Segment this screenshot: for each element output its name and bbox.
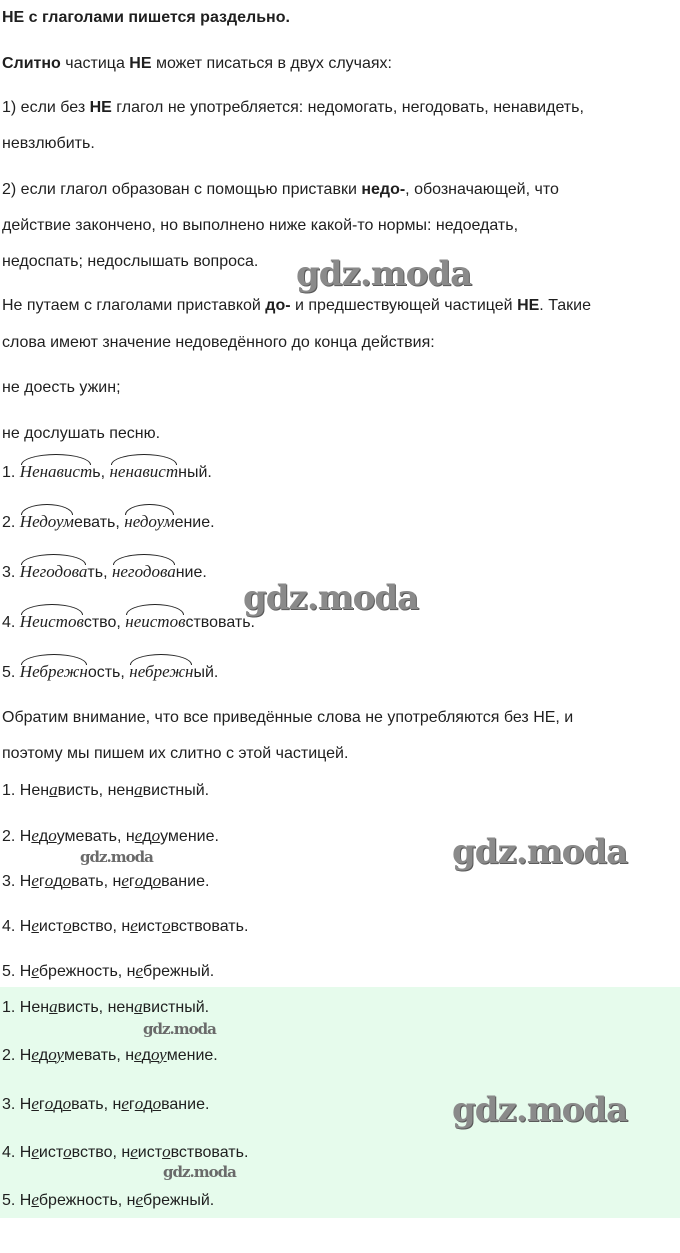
- stressed-vowel: о: [48, 826, 57, 845]
- morph-root: Недоум: [19, 512, 74, 531]
- word-text: 1. Нен: [2, 782, 50, 799]
- word-text: д: [53, 1096, 63, 1113]
- morph-separator: ,: [103, 564, 112, 581]
- case2-line3: недоспать; недослышать вопроса.: [2, 253, 259, 270]
- stressed-vowel: о: [151, 826, 161, 845]
- stressed-vowel: е: [134, 826, 143, 845]
- stressed-vowel: е: [121, 871, 129, 890]
- word-text: вство, н: [71, 1144, 131, 1161]
- word-text: 4. Н: [2, 918, 32, 935]
- watermark: gdz.moda: [143, 1020, 216, 1038]
- morph-line: [2, 612, 255, 633]
- stressed-vowel: у: [56, 1045, 64, 1064]
- morph-separator: ,: [116, 614, 126, 631]
- stressed-vowel: е: [130, 1142, 138, 1161]
- word-text: ист: [137, 1144, 163, 1161]
- answer-line: [2, 1142, 248, 1163]
- case1-text-a: 1) если без: [2, 99, 90, 116]
- morph-line: [2, 512, 215, 533]
- morph-suffix: ство: [83, 614, 117, 631]
- morph-suffix: ый.: [193, 664, 219, 681]
- morph-separator: ,: [100, 464, 110, 481]
- stressed-vowel: е: [134, 1045, 142, 1064]
- morph-root: Небрежн: [19, 662, 88, 681]
- answer-line: [2, 1190, 214, 1211]
- watermark: gdz.moda: [452, 832, 628, 872]
- word-text: вистный.: [142, 999, 210, 1016]
- word-text: 2. Н: [2, 1047, 32, 1064]
- morph-separator: ,: [120, 664, 130, 681]
- example-2: не дослушать песню.: [2, 425, 161, 442]
- case2-text-c: , обозначающей, что: [405, 181, 559, 198]
- morph-suffix: евать: [73, 514, 116, 531]
- word-text: г: [128, 1096, 135, 1113]
- word-text: вание.: [161, 873, 210, 890]
- word-text: вствовать.: [170, 1144, 249, 1161]
- intro-text-1: частица: [60, 55, 130, 72]
- word-text: 3. Н: [2, 1096, 32, 1113]
- watermark: gdz.moda: [163, 1163, 236, 1181]
- morph-separator: ,: [115, 514, 125, 531]
- stressed-vowel: е: [31, 826, 39, 845]
- stressed-vowel: о: [162, 1142, 171, 1161]
- stressed-vowel: е: [121, 1094, 129, 1113]
- morph-root: ненавист: [109, 462, 179, 481]
- word-text: брежность, н: [38, 1192, 136, 1209]
- contrast-line1: [2, 296, 591, 316]
- morph-suffix: ние.: [175, 564, 207, 581]
- word-text: д: [143, 873, 153, 890]
- rule-intro: [2, 54, 392, 74]
- stressed-vowel: о: [48, 1045, 57, 1064]
- stressed-vowel: е: [31, 1190, 39, 1209]
- morph-root: небрежн: [129, 662, 194, 681]
- word-text: 4. Н: [2, 1144, 32, 1161]
- morph-number: 4.: [2, 614, 20, 631]
- word-text: мение.: [166, 1047, 218, 1064]
- stressed-vowel: а: [134, 997, 143, 1016]
- stressed-vowel: о: [152, 871, 162, 890]
- stressed-vowel: о: [134, 1094, 144, 1113]
- watermark: gdz.moda: [296, 254, 472, 294]
- word-text: д: [53, 873, 63, 890]
- word-text: ист: [137, 918, 163, 935]
- word-text: висть, нен: [57, 782, 135, 799]
- word-text: висть, нен: [57, 999, 135, 1016]
- stress-line: [2, 871, 209, 892]
- morph-line: [2, 462, 212, 483]
- contrast-text-a: Не путаем с глаголами приставкой: [2, 297, 266, 314]
- word-text: д: [143, 1096, 153, 1113]
- word-text: брежный.: [143, 963, 215, 980]
- stressed-vowel: е: [130, 916, 138, 935]
- intro-bold-word: Слитно: [2, 55, 61, 72]
- stressed-vowel: а: [134, 780, 143, 799]
- morph-root: негодова: [111, 562, 176, 581]
- stressed-vowel: о: [62, 871, 72, 890]
- case1-line2: невзлюбить.: [2, 135, 95, 152]
- answer-line: [2, 1094, 209, 1115]
- stressed-vowel: о: [63, 916, 72, 935]
- stressed-vowel: е: [31, 1045, 39, 1064]
- word-text: г: [38, 873, 45, 890]
- word-text: 3. Н: [2, 873, 32, 890]
- word-text: вистный.: [142, 782, 210, 799]
- stressed-vowel: у: [159, 1045, 167, 1064]
- word-text: вствовать.: [170, 918, 249, 935]
- word-text: г: [128, 873, 135, 890]
- case2-text-a: 2) если глагол образован с помощью приставки: [2, 181, 362, 198]
- watermark: gdz.moda: [80, 848, 153, 866]
- stressed-vowel: е: [135, 1190, 144, 1209]
- morph-line: [2, 662, 218, 683]
- word-text: брежность, н: [38, 963, 136, 980]
- morph-root: Негодова: [19, 562, 88, 581]
- contrast-text-e: . Такие: [539, 297, 591, 314]
- word-text: вать, н: [71, 1096, 122, 1113]
- watermark: gdz.moda: [243, 578, 419, 618]
- stressed-vowel: а: [49, 780, 58, 799]
- case1-line1: [2, 98, 584, 118]
- word-text: д: [38, 1047, 49, 1064]
- stress-line: [2, 961, 214, 982]
- morph-suffix: ость: [87, 664, 121, 681]
- morph-root: недоум: [124, 512, 175, 531]
- word-text: ист: [38, 918, 64, 935]
- morph-suffix: ть: [87, 564, 104, 581]
- stressed-vowel: о: [62, 1094, 72, 1113]
- morph-number: 2.: [2, 514, 20, 531]
- case2-bold-prefix: недо-: [361, 181, 406, 198]
- morph-number: 3.: [2, 564, 20, 581]
- morph-number: 1.: [2, 464, 20, 481]
- stress-line: [2, 780, 209, 801]
- stressed-vowel: о: [151, 1045, 160, 1064]
- contrast-text-c: и предшествующей частицей: [290, 297, 518, 314]
- word-text: 5. Н: [2, 963, 32, 980]
- stressed-vowel: о: [162, 916, 171, 935]
- case2-line1: [2, 180, 559, 200]
- morph-root: Неистов: [19, 612, 84, 631]
- intro-bold-ne: НЕ: [129, 55, 152, 72]
- word-text: д: [38, 828, 49, 845]
- stressed-vowel: е: [31, 1094, 39, 1113]
- stressed-vowel: а: [49, 997, 58, 1016]
- morph-number: 5.: [2, 664, 20, 681]
- morph-suffix: ный.: [178, 464, 212, 481]
- stressed-vowel: е: [31, 961, 39, 980]
- stress-line: [2, 916, 248, 937]
- case1-bold-ne: НЕ: [89, 99, 112, 116]
- word-text: умение.: [160, 828, 219, 845]
- example-1: не доесть ужин;: [2, 379, 121, 396]
- stressed-vowel: е: [31, 871, 39, 890]
- stressed-vowel: о: [134, 871, 144, 890]
- word-text: вство, н: [71, 918, 131, 935]
- stressed-vowel: о: [152, 1094, 162, 1113]
- note-line2: поэтому мы пишем их слитно с этой частицей.: [2, 745, 349, 762]
- word-text: 1. Нен: [2, 999, 50, 1016]
- stressed-vowel: е: [31, 1142, 39, 1161]
- morph-line: [2, 562, 207, 583]
- word-text: 5. Н: [2, 1192, 32, 1209]
- rule-title: НЕ с глаголами пишется раздельно.: [2, 9, 290, 26]
- morph-suffix: ствовать.: [185, 614, 255, 631]
- morph-suffix: ение.: [174, 514, 215, 531]
- stress-line: [2, 826, 219, 847]
- watermark: gdz.moda: [452, 1090, 628, 1130]
- morph-root: Ненавист: [19, 462, 93, 481]
- word-text: ист: [38, 1144, 64, 1161]
- morph-suffix: ь: [92, 464, 101, 481]
- case1-text-c: глагол не употребляется: недомогать, негодовать, ненавидеть,: [111, 99, 584, 116]
- word-text: мевать, н: [63, 1047, 135, 1064]
- word-text: 2. Н: [2, 828, 32, 845]
- note-line1: Обратим внимание, что все приведённые слова не употребляются без НЕ, и: [2, 709, 574, 726]
- stressed-vowel: о: [44, 1094, 54, 1113]
- answer-line: [2, 997, 209, 1018]
- contrast-line2: слова имеют значение недоведённого до конца действия:: [2, 334, 435, 351]
- stressed-vowel: е: [31, 916, 39, 935]
- morph-root: неистов: [125, 612, 186, 631]
- contrast-bold-prefix: до-: [265, 297, 291, 314]
- word-text: г: [38, 1096, 45, 1113]
- word-text: д: [141, 1047, 151, 1064]
- word-text: вать, н: [71, 873, 122, 890]
- word-text: д: [142, 828, 152, 845]
- case2-line2: действие закончено, но выполнено ниже какой-то нормы: недоедать,: [2, 217, 519, 234]
- stressed-vowel: о: [44, 871, 54, 890]
- intro-text-2: может писаться в двух случаях:: [151, 55, 392, 72]
- word-text: брежный.: [143, 1192, 215, 1209]
- word-text: вание.: [161, 1096, 210, 1113]
- stressed-vowel: о: [63, 1142, 72, 1161]
- answer-line: [2, 1045, 218, 1066]
- stressed-vowel: е: [135, 961, 144, 980]
- word-text: умевать, н: [56, 828, 135, 845]
- contrast-bold-ne: НЕ: [517, 297, 540, 314]
